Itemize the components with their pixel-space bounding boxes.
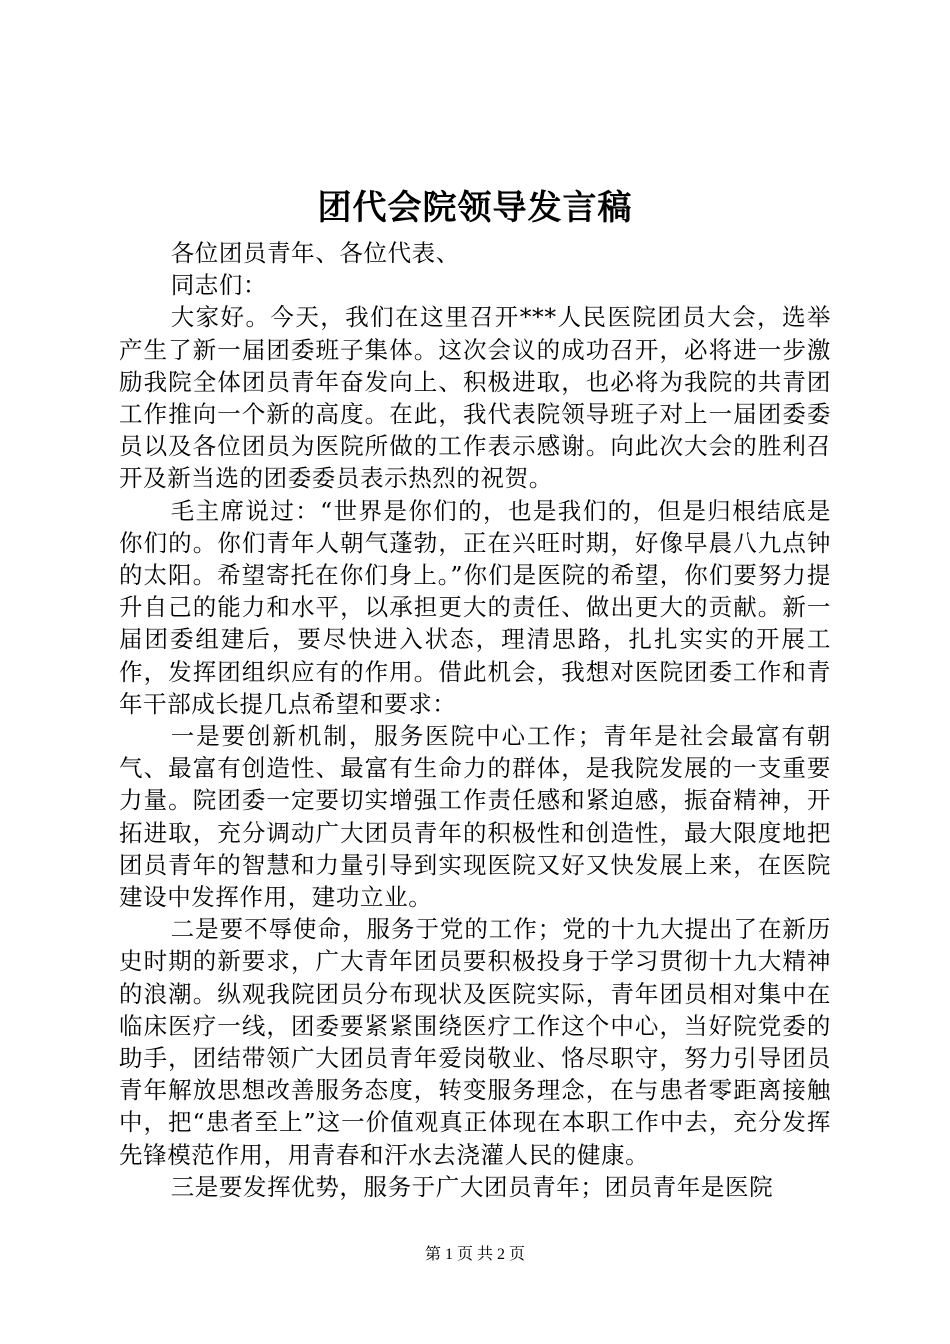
salutation-line-1: 各位团员青年、各位代表、 <box>170 239 460 267</box>
paragraph-quote: 毛主席说过：“世界是你们的，也是我们的，但是归根结底是你们的。你们青年人朝气蓬勃，正在兴旺时期，好像早晨八九点钟的太阳。希望寄托在你们身上。”你们是医院的希望，你们要努力提升自己的能力和水平，以承担更大的责任、做出更大的贡献。新一届团委组建后，要尽快进入状态，理清思路，扎扎实实的开展工作，发挥团组织应有的作用。借此机会，我想对医院团委工作和青年干部成长提几点希望和要求： <box>119 496 831 718</box>
document-title: 团代会院领导发言稿 <box>317 188 633 228</box>
document-body <box>119 237 831 1203</box>
salutation-line-2: 同志们： <box>170 271 268 300</box>
paragraph-point-three: 三是要发挥优势，服务于广大团员青年；团员青年是医院 <box>170 1172 774 1201</box>
page-footer: 第 1 页 共 2 页 <box>424 1246 525 1263</box>
paragraph-point-two: 二是要不辱使命，服务于党的工作；党的十九大提出了在新历史时期的新要求，广大青年团员要积极投身于学习贯彻十九大精神的浪潮。纵观我院团员分布现状及医院实际，青年团员相对集中在临床医疗一线，团委要紧紧围绕医疗工作这个中心，当好院党委的助手，团结带领广大团员青年爱岗敬业、恪尽职守，努力引导团员青年解放思想改善服务态度，转变服务理念，在与患者零距离接触中，把“患者至上”这一价值观真正体现在本职工作中去，充分发挥先锋模范作用，用青春和汗水去浇灌人民的健康。 <box>119 915 831 1169</box>
paragraph-opening: 大家好。今天，我们在这里召开***人民医院团员大会，选举产生了新一届团委班子集体。这次会议的成功召开，必将进一步激励我院全体团员青年奋发向上、积极进取，也必将为我院的共青团工作推向一个新的高度。在此，我代表院领导班子对上一届团委委员以及各位团员为医院所做的工作表示感谢。向此次大会的胜利召开及新当选的团委委员表示热烈的祝贺。 <box>119 303 831 493</box>
paragraph-point-one: 一是要创新机制，服务医院中心工作；青年是社会最富有朝气、最富有创造性、最富有生命力的群体，是我院发展的一支重要力量。院团委一定要切实增强工作责任感和紧迫感，振奋精神，开拓进取，充分调动广大团员青年的积极性和创造性，最大限度地把团员青年的智慧和力量引导到实现医院又好又快发展上来，在医院建设中发挥作用，建功立业。 <box>119 722 831 912</box>
